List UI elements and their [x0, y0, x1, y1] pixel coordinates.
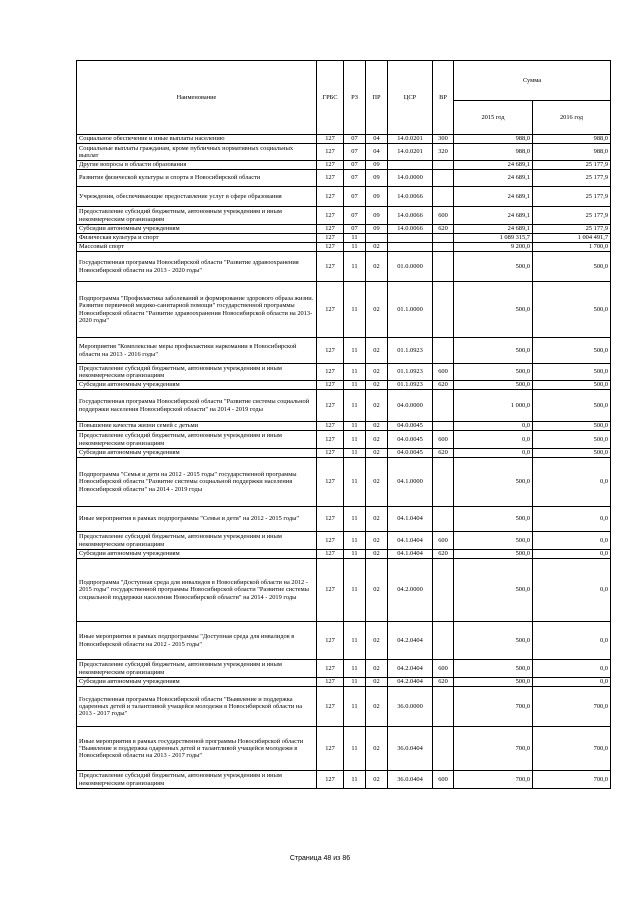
cell-pr: 02 [366, 390, 388, 422]
cell-sum-2015: 500,0 [454, 550, 533, 559]
cell-pr: 09 [366, 187, 388, 207]
cell-name: Повышение качества жизни семей с детьми [77, 422, 317, 431]
cell-sum-2015: 988,0 [454, 144, 533, 161]
cell-csr: 36.0.0000 [388, 687, 433, 727]
cell-rz: 11 [344, 771, 366, 789]
cell-vr: 600 [433, 431, 454, 449]
cell-vr [433, 622, 454, 660]
cell-csr: 04.0.0045 [388, 422, 433, 431]
cell-vr [433, 458, 454, 507]
cell-grbs: 127 [317, 550, 344, 559]
cell-pr: 04 [366, 144, 388, 161]
cell-vr [433, 243, 454, 252]
cell-vr [433, 390, 454, 422]
cell-sum-2016: 988,0 [533, 135, 611, 144]
cell-grbs: 127 [317, 678, 344, 687]
cell-rz: 07 [344, 207, 366, 225]
table-row [77, 207, 611, 225]
cell-pr: 02 [366, 338, 388, 364]
cell-name: Подпрограмма "Доступная среда для инвалидов в Новосибирской области на 2012 - 2015 годы" государственной программы Новосибирской области "Развитие системы социальной поддержки населения Новосибирской области" на 2014 - 2019 годы [77, 559, 317, 622]
cell-csr: 14.0.0201 [388, 135, 433, 144]
cell-sum-2016: 0,0 [533, 660, 611, 678]
cell-rz: 07 [344, 170, 366, 187]
cell-name: Социальное обеспечение и иные выплаты населению [77, 135, 317, 144]
cell-rz: 11 [344, 282, 366, 338]
cell-pr: 02 [366, 550, 388, 559]
cell-pr: 02 [366, 771, 388, 789]
table-row [77, 550, 611, 559]
cell-pr: 02 [366, 727, 388, 771]
cell-csr: 04.2.0404 [388, 678, 433, 687]
cell-sum-2016: 500,0 [533, 364, 611, 381]
table-row [77, 458, 611, 507]
cell-grbs: 127 [317, 507, 344, 532]
cell-name: Предоставление субсидий бюджетным, автономным учреждениям и иным некоммерческим организациям [77, 660, 317, 678]
cell-vr [433, 282, 454, 338]
cell-pr: 09 [366, 170, 388, 187]
cell-csr: 04.2.0404 [388, 660, 433, 678]
cell-name: Подпрограмма "Профилактика заболеваний и формирование здорового образа жизни. Развитие первичной медико-санитарной помощи" государственной программы Новосибирской области "Развитие здравоохранения Новосибирской области на 2013-2020 годы" [77, 282, 317, 338]
cell-sum-2016: 500,0 [533, 338, 611, 364]
cell-pr: 02 [366, 678, 388, 687]
cell-vr [433, 338, 454, 364]
header-vr: ВР [433, 61, 454, 135]
cell-rz: 11 [344, 422, 366, 431]
cell-rz: 11 [344, 559, 366, 622]
cell-name: Государственная программа Новосибирской области "Развитие здравоохранения Новосибирской области на 2013 - 2020 годы" [77, 252, 317, 282]
cell-vr: 600 [433, 532, 454, 550]
cell-pr: 02 [366, 458, 388, 507]
cell-name: Развитие физической культуры и спорта в Новосибирской области [77, 170, 317, 187]
table-header [77, 61, 611, 135]
cell-grbs: 127 [317, 225, 344, 234]
cell-sum-2015: 988,0 [454, 135, 533, 144]
cell-sum-2015: 500,0 [454, 381, 533, 390]
header-pr: ПР [366, 61, 388, 135]
cell-sum-2016: 0,0 [533, 507, 611, 532]
cell-sum-2015: 500,0 [454, 252, 533, 282]
table-row [77, 422, 611, 431]
header-grbs: ГРБС [317, 61, 344, 135]
cell-sum-2015: 24 689,1 [454, 207, 533, 225]
table-row [77, 170, 611, 187]
header-csr: ЦСР [388, 61, 433, 135]
cell-csr: 14.0.0201 [388, 144, 433, 161]
cell-csr: 01.1.0923 [388, 364, 433, 381]
table-row [77, 282, 611, 338]
cell-sum-2015: 500,0 [454, 507, 533, 532]
cell-rz: 11 [344, 660, 366, 678]
cell-vr: 620 [433, 678, 454, 687]
cell-vr [433, 727, 454, 771]
cell-pr: 02 [366, 282, 388, 338]
cell-csr: 01.1.0000 [388, 282, 433, 338]
cell-rz: 11 [344, 678, 366, 687]
cell-rz: 11 [344, 550, 366, 559]
cell-sum-2016: 700,0 [533, 771, 611, 789]
cell-name: Физическая культура и спорт [77, 234, 317, 243]
table-row [77, 225, 611, 234]
cell-sum-2015: 700,0 [454, 727, 533, 771]
table-row [77, 390, 611, 422]
cell-rz: 07 [344, 161, 366, 170]
cell-sum-2016: 500,0 [533, 431, 611, 449]
cell-sum-2015: 700,0 [454, 687, 533, 727]
cell-vr: 600 [433, 364, 454, 381]
header-rz: РЗ [344, 61, 366, 135]
cell-rz: 11 [344, 458, 366, 507]
cell-sum-2015: 1 000,0 [454, 390, 533, 422]
cell-vr: 320 [433, 144, 454, 161]
cell-pr: 02 [366, 559, 388, 622]
cell-sum-2015: 500,0 [454, 532, 533, 550]
cell-name: Субсидии автономным учреждениям [77, 550, 317, 559]
cell-rz: 07 [344, 144, 366, 161]
cell-grbs: 127 [317, 338, 344, 364]
cell-pr: 02 [366, 381, 388, 390]
cell-grbs: 127 [317, 449, 344, 458]
cell-csr [388, 243, 433, 252]
cell-rz: 11 [344, 687, 366, 727]
cell-csr: 04.1.0404 [388, 507, 433, 532]
cell-csr: 04.2.0000 [388, 559, 433, 622]
cell-name: Иные мероприятия в рамках подпрограммы "Доступная среда для инвалидов в Новосибирской области на 2012 - 2015 годы" [77, 622, 317, 660]
table-row [77, 161, 611, 170]
cell-name: Государственная программа Новосибирской области "Развитие системы социальной поддержки населения Новосибирской области" на 2014 - 2019 годы [77, 390, 317, 422]
cell-vr [433, 187, 454, 207]
table-row [77, 144, 611, 161]
cell-rz: 11 [344, 622, 366, 660]
cell-sum-2015: 500,0 [454, 622, 533, 660]
cell-csr: 04.1.0000 [388, 458, 433, 507]
cell-sum-2016: 25 177,9 [533, 225, 611, 234]
cell-rz: 07 [344, 135, 366, 144]
cell-vr [433, 507, 454, 532]
cell-name: Предоставление субсидий бюджетным, автономным учреждениям и иным некоммерческим организациям [77, 364, 317, 381]
cell-sum-2015: 24 689,1 [454, 161, 533, 170]
cell-sum-2016: 500,0 [533, 282, 611, 338]
cell-sum-2015: 24 689,1 [454, 170, 533, 187]
cell-sum-2016: 25 177,9 [533, 187, 611, 207]
cell-pr: 02 [366, 431, 388, 449]
table-row [77, 135, 611, 144]
table-row [77, 243, 611, 252]
table-row [77, 687, 611, 727]
cell-rz: 07 [344, 225, 366, 234]
cell-sum-2015: 0,0 [454, 431, 533, 449]
cell-grbs: 127 [317, 170, 344, 187]
cell-vr: 620 [433, 550, 454, 559]
cell-sum-2015: 500,0 [454, 559, 533, 622]
cell-grbs: 127 [317, 622, 344, 660]
cell-grbs: 127 [317, 458, 344, 507]
cell-name: Иные мероприятия в рамках подпрограммы "Семья и дети" на 2012 - 2015 годы" [77, 507, 317, 532]
budget-table [76, 60, 611, 789]
cell-sum-2016: 988,0 [533, 144, 611, 161]
cell-grbs: 127 [317, 234, 344, 243]
cell-rz: 11 [344, 507, 366, 532]
cell-name: Другие вопросы в области образования [77, 161, 317, 170]
header-year-2016: 2016 год [533, 101, 611, 135]
cell-sum-2015: 24 689,1 [454, 225, 533, 234]
cell-sum-2015: 0,0 [454, 449, 533, 458]
cell-csr: 36.0.0404 [388, 771, 433, 789]
cell-sum-2016: 500,0 [533, 252, 611, 282]
cell-csr [388, 161, 433, 170]
table-row [77, 532, 611, 550]
cell-csr: 14.0.0066 [388, 207, 433, 225]
cell-sum-2016: 0,0 [533, 458, 611, 507]
cell-sum-2015: 500,0 [454, 282, 533, 338]
table-row [77, 507, 611, 532]
cell-pr: 02 [366, 243, 388, 252]
cell-vr: 600 [433, 207, 454, 225]
cell-sum-2016: 1 004 491,7 [533, 234, 611, 243]
cell-name: Предоставление субсидий бюджетным, автономным учреждениям и иным некоммерческим организациям [77, 771, 317, 789]
cell-sum-2016: 0,0 [533, 678, 611, 687]
cell-csr: 14.0.0066 [388, 187, 433, 207]
cell-sum-2015: 24 689,1 [454, 187, 533, 207]
cell-pr: 09 [366, 207, 388, 225]
table-row [77, 234, 611, 243]
header-name: Наименование [77, 61, 317, 135]
cell-csr [388, 234, 433, 243]
cell-sum-2015: 700,0 [454, 771, 533, 789]
cell-name: Социальные выплаты гражданам, кроме публичных нормативных социальных выплат [77, 144, 317, 161]
cell-grbs: 127 [317, 161, 344, 170]
cell-grbs: 127 [317, 687, 344, 727]
cell-grbs: 127 [317, 187, 344, 207]
cell-csr: 01.1.0923 [388, 381, 433, 390]
cell-name: Субсидии автономным учреждениям [77, 449, 317, 458]
cell-sum-2015: 9 200,0 [454, 243, 533, 252]
cell-pr: 02 [366, 507, 388, 532]
table-row [77, 771, 611, 789]
cell-sum-2016: 500,0 [533, 390, 611, 422]
cell-sum-2016: 0,0 [533, 532, 611, 550]
cell-csr: 14.0.0000 [388, 170, 433, 187]
cell-rz: 11 [344, 381, 366, 390]
header-sum: Сумма [454, 61, 611, 101]
table-row [77, 449, 611, 458]
cell-vr [433, 559, 454, 622]
cell-sum-2015: 500,0 [454, 364, 533, 381]
header-year-2015: 2015 год [454, 101, 533, 135]
cell-grbs: 127 [317, 135, 344, 144]
cell-vr: 620 [433, 381, 454, 390]
cell-rz: 11 [344, 390, 366, 422]
cell-grbs: 127 [317, 252, 344, 282]
cell-grbs: 127 [317, 144, 344, 161]
cell-sum-2016: 25 177,9 [533, 207, 611, 225]
table-row [77, 381, 611, 390]
cell-sum-2016: 25 177,9 [533, 170, 611, 187]
cell-rz: 11 [344, 727, 366, 771]
cell-grbs: 127 [317, 727, 344, 771]
cell-pr: 09 [366, 225, 388, 234]
cell-sum-2016: 700,0 [533, 727, 611, 771]
table-row [77, 622, 611, 660]
cell-sum-2016: 0,0 [533, 550, 611, 559]
cell-rz: 11 [344, 449, 366, 458]
cell-pr: 04 [366, 135, 388, 144]
cell-csr: 14.0.0066 [388, 225, 433, 234]
cell-sum-2015: 500,0 [454, 458, 533, 507]
cell-csr: 04.1.0404 [388, 532, 433, 550]
cell-sum-2016: 500,0 [533, 381, 611, 390]
cell-grbs: 127 [317, 771, 344, 789]
cell-vr [433, 687, 454, 727]
cell-vr [433, 252, 454, 282]
cell-csr: 04.0.0045 [388, 449, 433, 458]
cell-vr: 620 [433, 225, 454, 234]
cell-sum-2015: 500,0 [454, 678, 533, 687]
table-row [77, 338, 611, 364]
cell-sum-2015: 1 089 315,7 [454, 234, 533, 243]
cell-grbs: 127 [317, 422, 344, 431]
cell-grbs: 127 [317, 364, 344, 381]
cell-grbs: 127 [317, 660, 344, 678]
cell-csr: 01.1.0923 [388, 338, 433, 364]
table-row [77, 678, 611, 687]
cell-vr [433, 170, 454, 187]
cell-name: Предоставление субсидий бюджетным, автономным учреждениям и иным некоммерческим организациям [77, 532, 317, 550]
cell-sum-2016: 1 700,0 [533, 243, 611, 252]
cell-vr: 600 [433, 771, 454, 789]
cell-rz: 11 [344, 364, 366, 381]
cell-name: Субсидии автономным учреждениям [77, 381, 317, 390]
cell-name: Массовый спорт [77, 243, 317, 252]
cell-grbs: 127 [317, 390, 344, 422]
cell-rz: 07 [344, 187, 366, 207]
cell-csr: 04.0.0000 [388, 390, 433, 422]
cell-rz: 11 [344, 243, 366, 252]
cell-rz: 11 [344, 234, 366, 243]
cell-sum-2016: 25 177,9 [533, 161, 611, 170]
cell-name: Предоставление субсидий бюджетным, автономным учреждениям и иным некоммерческим организациям [77, 431, 317, 449]
cell-csr: 01.0.0000 [388, 252, 433, 282]
cell-vr: 300 [433, 135, 454, 144]
table-body [77, 135, 611, 789]
cell-grbs: 127 [317, 381, 344, 390]
cell-pr: 02 [366, 252, 388, 282]
cell-sum-2016: 500,0 [533, 422, 611, 431]
cell-csr: 04.1.0404 [388, 550, 433, 559]
cell-grbs: 127 [317, 431, 344, 449]
cell-name: Предоставление субсидий бюджетным, автономным учреждениям и иным некоммерческим организациям [77, 207, 317, 225]
cell-vr: 620 [433, 449, 454, 458]
cell-grbs: 127 [317, 532, 344, 550]
cell-rz: 11 [344, 252, 366, 282]
cell-csr: 04.0.0045 [388, 431, 433, 449]
table-row [77, 727, 611, 771]
cell-pr [366, 234, 388, 243]
table-row [77, 364, 611, 381]
cell-csr: 36.0.0404 [388, 727, 433, 771]
cell-sum-2016: 500,0 [533, 449, 611, 458]
table-row [77, 559, 611, 622]
cell-rz: 11 [344, 431, 366, 449]
cell-grbs: 127 [317, 207, 344, 225]
cell-pr: 02 [366, 622, 388, 660]
cell-vr [433, 161, 454, 170]
cell-vr [433, 234, 454, 243]
cell-name: Иные мероприятия в рамках государственной программы Новосибирской области "Выявление и поддержка одаренных детей и талантливой учащейся молодежи в Новосибирской области на 2013 - 2017 годы" [77, 727, 317, 771]
cell-name: Учреждения, обеспечивающие предоставление услуг в сфере образования [77, 187, 317, 207]
cell-name: Субсидии автономным учреждениям [77, 225, 317, 234]
cell-sum-2015: 500,0 [454, 660, 533, 678]
cell-csr: 04.2.0404 [388, 622, 433, 660]
cell-sum-2016: 0,0 [533, 622, 611, 660]
cell-name: Подпрограмма "Семья и дети на 2012 - 2015 годы" государственной программы Новосибирской области "Развитие системы социальной поддержки населения Новосибирской области" на 2014 - 2019 годы [77, 458, 317, 507]
cell-pr: 02 [366, 660, 388, 678]
cell-pr: 02 [366, 687, 388, 727]
cell-sum-2015: 500,0 [454, 338, 533, 364]
cell-rz: 11 [344, 532, 366, 550]
cell-vr [433, 422, 454, 431]
table-row [77, 431, 611, 449]
cell-name: Государственная программа Новосибирской области "Выявление и поддержка одаренных детей и талантливой учащейся молодежи в Новосибирской области на 2013 - 2017 годы" [77, 687, 317, 727]
cell-pr: 02 [366, 532, 388, 550]
cell-sum-2016: 700,0 [533, 687, 611, 727]
table-row [77, 252, 611, 282]
table-row [77, 660, 611, 678]
cell-pr: 02 [366, 364, 388, 381]
cell-pr: 02 [366, 422, 388, 431]
cell-grbs: 127 [317, 282, 344, 338]
cell-name: Субсидии автономным учреждениям [77, 678, 317, 687]
cell-pr: 02 [366, 449, 388, 458]
table-row [77, 187, 611, 207]
cell-sum-2016: 0,0 [533, 559, 611, 622]
cell-grbs: 127 [317, 243, 344, 252]
cell-sum-2015: 0,0 [454, 422, 533, 431]
page-number: Страница 48 из 86 [289, 855, 351, 862]
cell-grbs: 127 [317, 559, 344, 622]
cell-pr: 09 [366, 161, 388, 170]
cell-vr: 600 [433, 660, 454, 678]
cell-name: Мероприятия "Комплексные меры профилактики наркомании в Новосибирской области на 2013 - 2016 годы" [77, 338, 317, 364]
cell-rz: 11 [344, 338, 366, 364]
